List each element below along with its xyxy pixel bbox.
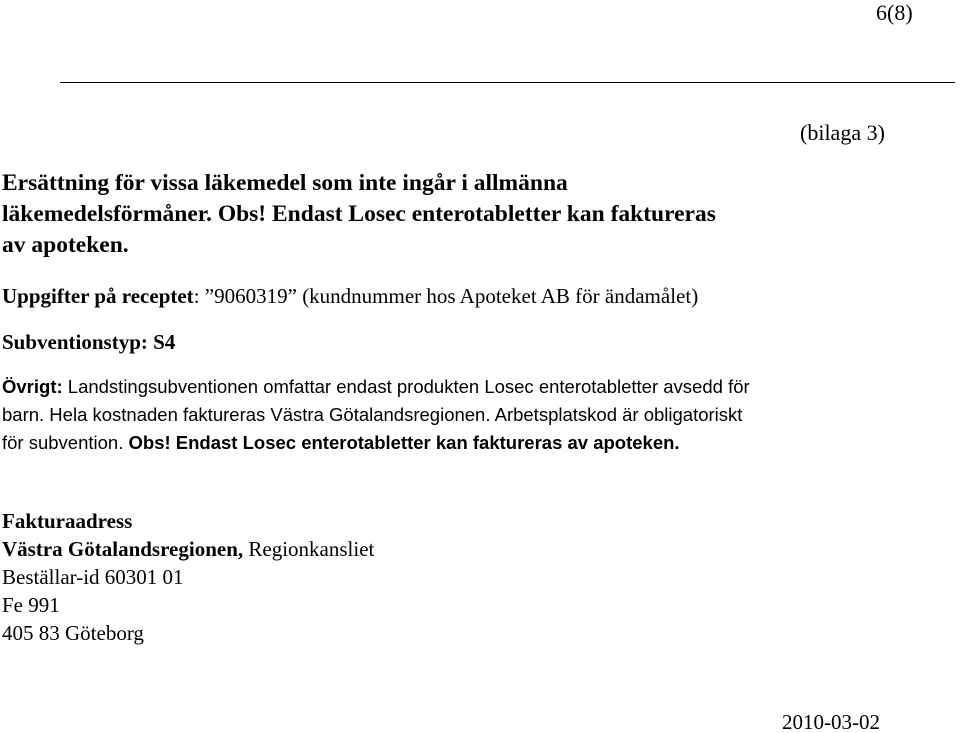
- invoice-address-title: Fakturaadress: [2, 509, 133, 533]
- customer-number: 9060319: [214, 284, 288, 308]
- main-heading-line-1: Ersättning för vissa läkemedel som inte ingår i allmänna: [2, 170, 568, 196]
- customer-number-note: (kundnummer hos Apoteket AB för ändamålet): [302, 284, 699, 308]
- header-divider: [60, 82, 955, 83]
- other-notes: [2, 373, 952, 457]
- other-notes-line-2: barn. Hela kostnaden faktureras Västra Götalandsregionen. Arbetsplatskod är obligatoriskt: [2, 404, 743, 425]
- invoice-postal: 405 83 Göteborg: [2, 621, 144, 645]
- other-text-1: Landstingsubventionen omfattar endast produkten Losec enterotabletter avsedd för: [67, 376, 750, 397]
- other-text-3: för subvention.: [2, 432, 124, 453]
- prescription-separator: :: [193, 284, 200, 308]
- attachment-label: (bilaga 3): [800, 120, 885, 145]
- prescription-label: Uppgifter på receptet: [2, 284, 194, 308]
- orderer-id: Beställar-id 60301 01: [2, 565, 184, 589]
- main-heading: [2, 168, 902, 261]
- invoice-organization: [2, 535, 374, 563]
- main-heading-line-2: läkemedelsförmåner. Obs! Endast Losec enterotabletter kan faktureras: [2, 201, 716, 227]
- main-heading-line-3: av apoteken.: [2, 232, 129, 258]
- invoice-org-unit: Regionkansliet: [248, 537, 375, 561]
- other-notes-line-1: [2, 373, 952, 401]
- invoice-org-name: Västra Götalandsregionen,: [2, 537, 244, 561]
- subsidy-type: Subventionstyp: S4: [2, 330, 176, 354]
- other-notes-line-3: [2, 429, 952, 457]
- other-label: Övrigt:: [2, 376, 63, 397]
- other-warning: Obs! Endast Losec enterotabletter kan faktureras av apoteken.: [128, 432, 680, 453]
- document-date: 2010-03-02: [782, 710, 880, 733]
- page-number: 6(8): [876, 0, 913, 25]
- invoice-box: Fe 991: [2, 593, 60, 617]
- invoice-address: [2, 507, 374, 647]
- prescription-details: Uppgifter på receptet: ”9060319” (kundnummer hos Apoteket AB för ändamålet): [2, 284, 699, 308]
